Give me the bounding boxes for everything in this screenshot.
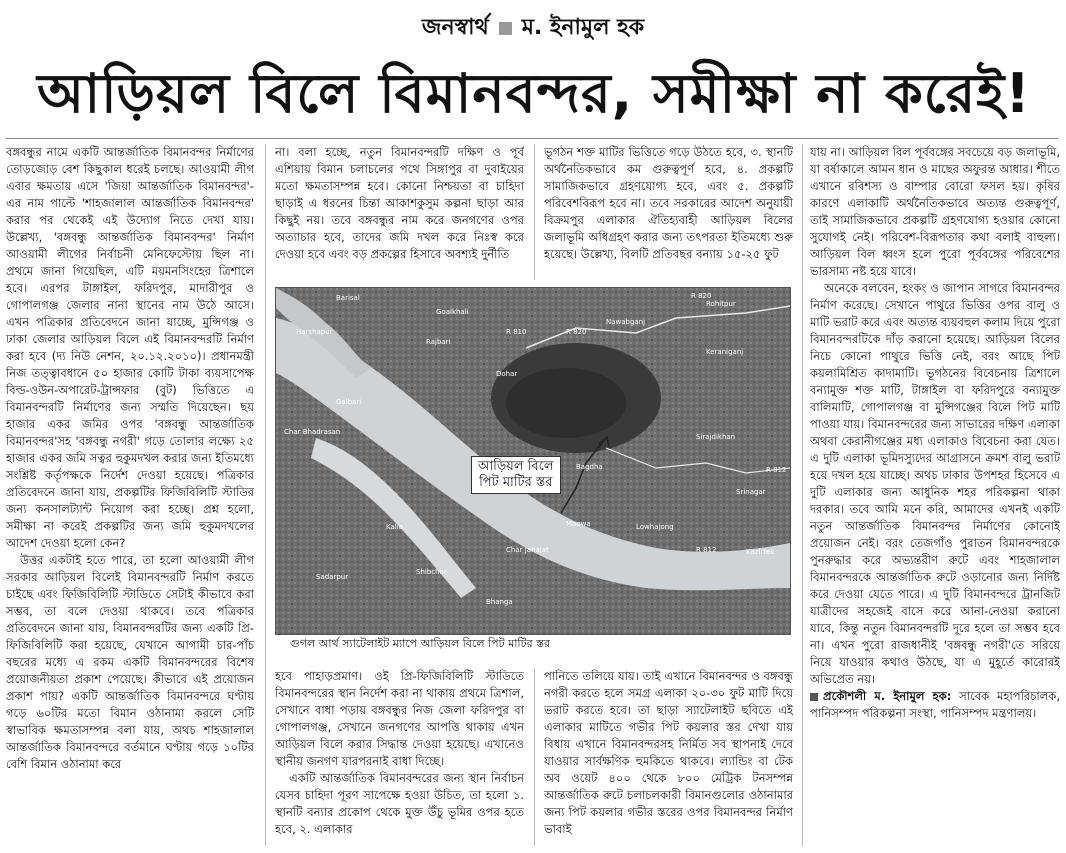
map-place-label: Char Bhadrasan	[284, 428, 341, 436]
paragraph: উত্তর একটাই হতে পারে, তা হলো আওয়ামী লীগ সরকার আড়িয়ল বিলেই বিমানবন্দরটি নির্মাণ করতে চাইছে এবং ফিজিবিলিটি স্টাডিতে সেটাই কীভাবে করা সম্ভব, তা বলে দেওয়া থাকবে। তবে পত্রিকার প্রতিবেদনে জানা যায়, বিমানবন্দরটির জন্য একটি প্রি-ফিজিবিলিটি করা হয়েছে, যেখানে আগামী চার-পাঁচ বছরের মধ্যে এ রকম একটি বিমানবন্দরের বিশেষ প্রয়োজনীয়তা প্রকাশ পেয়েছে। কীভাবে এই প্রয়োজন প্রকাশ পায়? একটি আন্তর্জাতিক বিমানবন্দরে ঘণ্টায় গড়ে ৬০টির মতো বিমান ওঠানামা করলে সেটি স্বাভাবিক ক্ষমতাসম্পন্ন বলা যায়, অথচ শাহজালাল আন্তর্জাতিক বিমানবন্দরে বর্তমানে ঘণ্টায় গড়ে ১০টির বেশি বিমান ওঠানামা করে	[6, 553, 254, 771]
author-name: ম. ইনামুল হক	[521, 15, 645, 40]
figure-caption: গুগল আর্থ স্যাটেলাইট ম্যাপে আড়িয়ল বিলে পিট মাটির স্তর	[290, 637, 551, 650]
map-place-label: Nawabganj	[606, 318, 646, 326]
map-place-label: Kazirtek	[746, 548, 775, 556]
map-place-label: Goalkhali	[436, 308, 469, 316]
map-place-label: Bagdha	[576, 463, 603, 471]
map-callout	[471, 456, 561, 494]
separator-square	[499, 22, 512, 35]
map-place-label: Sadarpur	[316, 573, 349, 581]
map-road-tag: R 820	[566, 328, 587, 336]
column-divider	[265, 144, 266, 846]
map-road-tag: R 820	[691, 292, 712, 300]
map-place-label: Galbari	[336, 398, 362, 406]
callout-line: পিট মাটির স্তর	[479, 475, 553, 490]
map-place-label: Barisal	[336, 294, 360, 302]
article-column-2-bottom	[275, 668, 524, 846]
paragraph: অনেকে বলবেন, হংকং ও জাপান সাগরে বিমানবন্দর নির্মাণ করেছে। সেখানে পাথুরে ভিত্তির ওপর বালু ও মাটি ভরাট করে এবং অত্যন্ত ব্যয়বহুল কলাম দিয়ে পুরো বিমানবন্দরটিকে দাঁড় করানো হয়েছে। আড়িয়ল বিলের নিচে কোনো পাথুরে ভিত্তি নেই, বরং আছে পিট কয়লামিশ্রিত কাদামাটি। ভূগঠনের বিবেচনায় ত্রিশালে বন্যামুক্ত শক্ত মাটি, টাঙ্গাইল বা ফরিদপুরে বন্যামুক্ত বালিমাটি, গোপালগঞ্জ বা মুন্সিগঞ্জের বিলে পিট মাটি পাওয়া যায়। বিমানবন্দরের জন্য সাভারের দক্ষিণ এলাকা অথবা কেরানীগঞ্জের মধ্য এলাকাও বিবেচনা করা যেত। এ দুটি এলাকা ভূমিদস্যুদের আগ্রাসনে ক্রমশ বালু ভরাট হয়ে দখল হয়ে যাচ্ছে। অথচ ঢাকার উপশহর হিসেবে এ দুটি এলাকার জন্য আধুনিক শহর পরিকল্পনা থাকা দরকার। তবে আমি মনে করি, আমাদের এখনই একটি নতুন আন্তর্জাতিক বিমানবন্দর নির্মাণের কোনোই প্রয়োজন নেই। বরং তেজগাঁও পুরাতন বিমানবন্দরকে পুনরুদ্ধার করে অভ্যন্তরীণ রুটে এবং শাহজালাল বিমানবন্দরকে আন্তর্জাতিক রুটে ওড়ানোর জন্য নির্দিষ্ট করে দেওয়া যেতে পারে। এ দুটি বিমানবন্দরে ট্রানজিট যাত্রীদের সহজেই বাসে করে আনা-নেওয়া করানো যাবে, কিন্তু নতুন বিমানবন্দরটি দূরে হলে তা সম্ভব হবে না। এখন পুরো রাজধানীই 'বঙ্গবন্ধু নগরী'তে সরিয়ে নিয়ে যাওয়ার কথাও উঠছে, যা এ মুহূর্তে কারোরই অভিপ্রেত নয়।	[810, 281, 1060, 686]
article-column-2-top	[275, 144, 524, 280]
paragraph: পানিতে তলিয়ে যায়। তাই এখানে বিমানবন্দর ও বঙ্গবন্ধু নগরী করতে হলে সমগ্র এলাকা ২০-৩০ ফুট মাটি দিয়ে ভরাট করতে হবে। তা ছাড়া স্যাটেলাইট ছবিতে এই এলাকার মাটিতে গভীর পিট কয়লার স্তর দেখা যায় বিধায় এখানে বিমানবন্দরসহ নির্মিত সব স্থাপনাই দেবে যাওয়ার সার্বক্ষণিক হুমকিতে থাকবে। ল্যান্ডিং বা টেক অব ওয়েট ৪০০ থেকে ৮০০ মেট্রিক টনসম্পন্ন আন্তর্জাতিক রুটে চলাচলকারী বিমানগুলোর ওঠানামার জন্য পিট কয়লার গভীর স্তরের ওপর বিমানবন্দর নির্মাণ ভাবাই	[544, 669, 793, 836]
headline: আড়িয়ল বিলে বিমানবন্দর, সমীক্ষা না করেই!	[37, 62, 1031, 125]
map-road-tag: R 812	[696, 546, 717, 554]
paragraph: বঙ্গবন্ধুর নামে একটি আন্তর্জাতিক বিমানবন্দর নির্মাণের তোড়জোড় বেশ কিছুকাল ধরেই চলছে। আওয়ামী লীগ এবার ক্ষমতায় এসে 'জিয়া আন্তর্জাতিক বিমানবন্দর'-এর নাম পাল্টে 'শাহজালাল আন্তর্জাতিক বিমানবন্দর' করার পর থেকেই এই উদ্যোগ নিতে দেখা যায়। উল্লেখ্য, 'বঙ্গবন্ধু আন্তর্জাতিক বিমানবন্দর' নির্মাণ আওয়ামী লীগের নির্বাচনী মেনিফেস্টোয় ছিল না। প্রথমে জানা গিয়েছিল, এটি ময়মনসিংহের ত্রিশালে হবে। এরপর টাঙ্গাইল, ফরিদপুর, মাদারীপুর ও গোপালগঞ্জ জেলার নানা স্থানের নাম উঠে আসে। এখন পত্রিকার প্রতিবেদনে জানা যাচ্ছে, মুন্সিগঞ্জ ও ঢাকা জেলার আড়িয়ল বিলে এই বিমানবন্দরটি নির্মাণ করা হবে (দ্য নিউ নেশন, ২০.১২.২০১০)। প্রধানমন্ত্রী নিজ তত্ত্বাবধানে ৫০ হাজার কোটি টাকা ব্যয়সাপেক্ষ বিল্ড-ওউন-অপারেট-ট্রান্সফার (বুট) ভিত্তিতে এ বিমানবন্দরটি নির্মাণের জন্য সম্মতি দিয়েছেন। ছয় হাজার একর জমির ওপর 'বঙ্গবন্ধু আন্তর্জাতিক বিমানবন্দর'সহ 'বঙ্গবন্ধু নগরী' গড়ে তোলার লক্ষ্যে ২৫ হাজার একর জমি সত্বর হুকুমদখল করার জন্য ইতিমধ্যে সংশ্লিষ্ট কর্তৃপক্ষকে নির্দেশ দেওয়া হয়েছে। পত্রিকার প্রতিবেদনে জানা যায়, প্রকল্পটির ফিজিবিলিটি স্টাডির জন্য কনসালট্যান্ট নিয়োগ করা হচ্ছে। প্রশ্ন হলো, সমীক্ষা না করেই প্রকল্পটির জন্য জমি হুকুমদখলের আদেশ দেওয়া হলো কেন?	[6, 145, 254, 550]
byline-name: প্রকৌশলী ম. ইনামুল হক:	[823, 689, 952, 703]
paragraph: না। বলা হচ্ছে, নতুন বিমানবন্দরটি দক্ষিণ ও পূর্ব এশিয়ায় বিমান চলাচলের পথে সিঙ্গাপুর বা দুবাইয়ের মতো ক্ষমতাসম্পন্ন হবে। কোনো নিশ্চয়তা বা চাহিদা ছাড়াই এ ধরনের চিন্তা আকাশকুসুম কল্পনা ছাড়া আর কিছুই নয়। তবে বঙ্গবন্ধুর নাম করে জনগণের ওপর অত্যাচার হবে, তাদের জমি দখল করে নিঃস্ব করে দেওয়া হবে এবং বড় প্রকল্পের হিসাবে অবশ্যই দুর্নীতি	[275, 145, 524, 261]
byline-description: সাবেক মহাপরিচালক, পানিসম্পদ পরিকল্পনা সংস্থা, পানিসম্পদ মন্ত্রণালয়।	[810, 689, 1060, 720]
paragraph: যায় না। আড়িয়ল বিল পূর্ববঙ্গের সবচেয়ে বড় জলাভূমি, যা বর্ষাকালে আমন ধান ও মাছের অফুরন্ত আধার। শীতে এখানে রবিশস্য ও বাম্পার বোরো ফসল হয়। কৃষির কারণে এলাকাটি অর্থনৈতিকভাবে অত্যন্ত গুরুত্বপূর্ণ, তাই সামাজিকভাবে প্রকল্পটি গ্রহণযোগ্য হওয়ার কোনো সুযোগই নেই। পরিবেশ-বিরূপতার কথা বলাই বাহুল্য। আড়িয়ল বিল ধ্বংস হলে পুরো পূর্ববঙ্গের পরিবেশের ভারসাম্য নষ্ট হয়ে যাবে।	[810, 145, 1060, 278]
map-place-label: Harshapur	[296, 328, 333, 336]
map-place-label: Rajbari	[426, 338, 451, 346]
map-place-label: Maowa	[566, 520, 591, 528]
map-place-label: Lowhajong	[636, 523, 674, 531]
paragraph: হবে পাহাড়প্রমাণ। ওই প্রি-ফিজিবিলিটি স্টাডিতে বিমানবন্দরের স্থান নির্দেশ করা না থাকায় প্রথমে ত্রিশাল, সেখানে বাধা পড়ায় বঙ্গবন্ধুর নিজ জেলা ফরিদপুর বা গোপালগঞ্জ, সেখানে জনগণের আপত্তি থাকায় এখন আড়িয়ল বিলে করার সিদ্ধান্ত দেওয়া হয়েছে। এখানেও স্থানীয় জনগণ যারপরনাই বাধা দিচ্ছে।	[275, 669, 524, 768]
article-column-3-bottom	[544, 668, 793, 846]
map-place-label: Bhanga	[486, 598, 513, 606]
map-place-label: Sirajdikhan	[696, 433, 736, 441]
map-place-label: Dohar	[496, 370, 518, 378]
map-road-tag: R 812	[766, 466, 787, 474]
paragraph: একটি আন্তর্জাতিক বিমানবন্দরের জন্য স্থান নির্বাচন যেসব চাহিদা পূরণ সাপেক্ষে হওয়া উচিত, তা হলো ১. স্থানটি বন্যার প্রকোপ থেকে মুক্ত উঁচু ভূমির ওপর হতে হবে, ২. এলাকার	[275, 771, 524, 836]
article-column-3-top	[544, 144, 793, 280]
column-divider	[534, 668, 535, 846]
column-divider	[534, 144, 535, 280]
author-byline	[810, 688, 1060, 722]
column-divider	[802, 144, 803, 846]
map-place-label: Keraniganj	[706, 348, 744, 356]
map-road-tag: R 810	[506, 328, 527, 336]
map-place-label: Rohitpur	[706, 300, 736, 308]
map-place-label: Shibchar	[416, 568, 447, 576]
article-column-4	[810, 144, 1060, 846]
callout-line: আড়িয়ল বিলে	[478, 459, 554, 474]
section-name: জনস্বার্থ	[421, 15, 489, 40]
headline-rule	[6, 138, 1058, 139]
map-place-label: Kalia	[386, 523, 403, 531]
bullet-icon	[810, 693, 818, 701]
map-place-label: Char Janajat	[506, 546, 549, 554]
article-column-1	[6, 144, 254, 846]
paragraph: ভূগঠন শক্ত মাটির ভিত্তিতে গড়ে উঠতে হবে, ৩. স্থানটি অর্থনৈতিকভাবে কম গুরুত্বপূর্ণ হবে, ৪. প্রকল্পটি সামাজিকভাবে গ্রহণযোগ্য হবে, এবং ৫. প্রকল্পটি পরিবেশবিরূপ হবে না। তবে সরকারের আদেশ অনুযায়ী বিক্রমপুর এলাকার ঐতিহ্যবাহী আড়িয়ল বিলের জলাভূমি অধিগ্রহণ করার জন্য তৎপরতা ইতিমধ্যে শুরু হয়েছে। উল্লেখ্য, বিলটি প্রতিবছর বন্যায় ১৫-২৫ ফুট	[544, 145, 793, 261]
map-place-label: Srinagar	[736, 488, 766, 496]
satellite-map-figure	[275, 287, 791, 635]
section-kicker	[0, 10, 1066, 47]
